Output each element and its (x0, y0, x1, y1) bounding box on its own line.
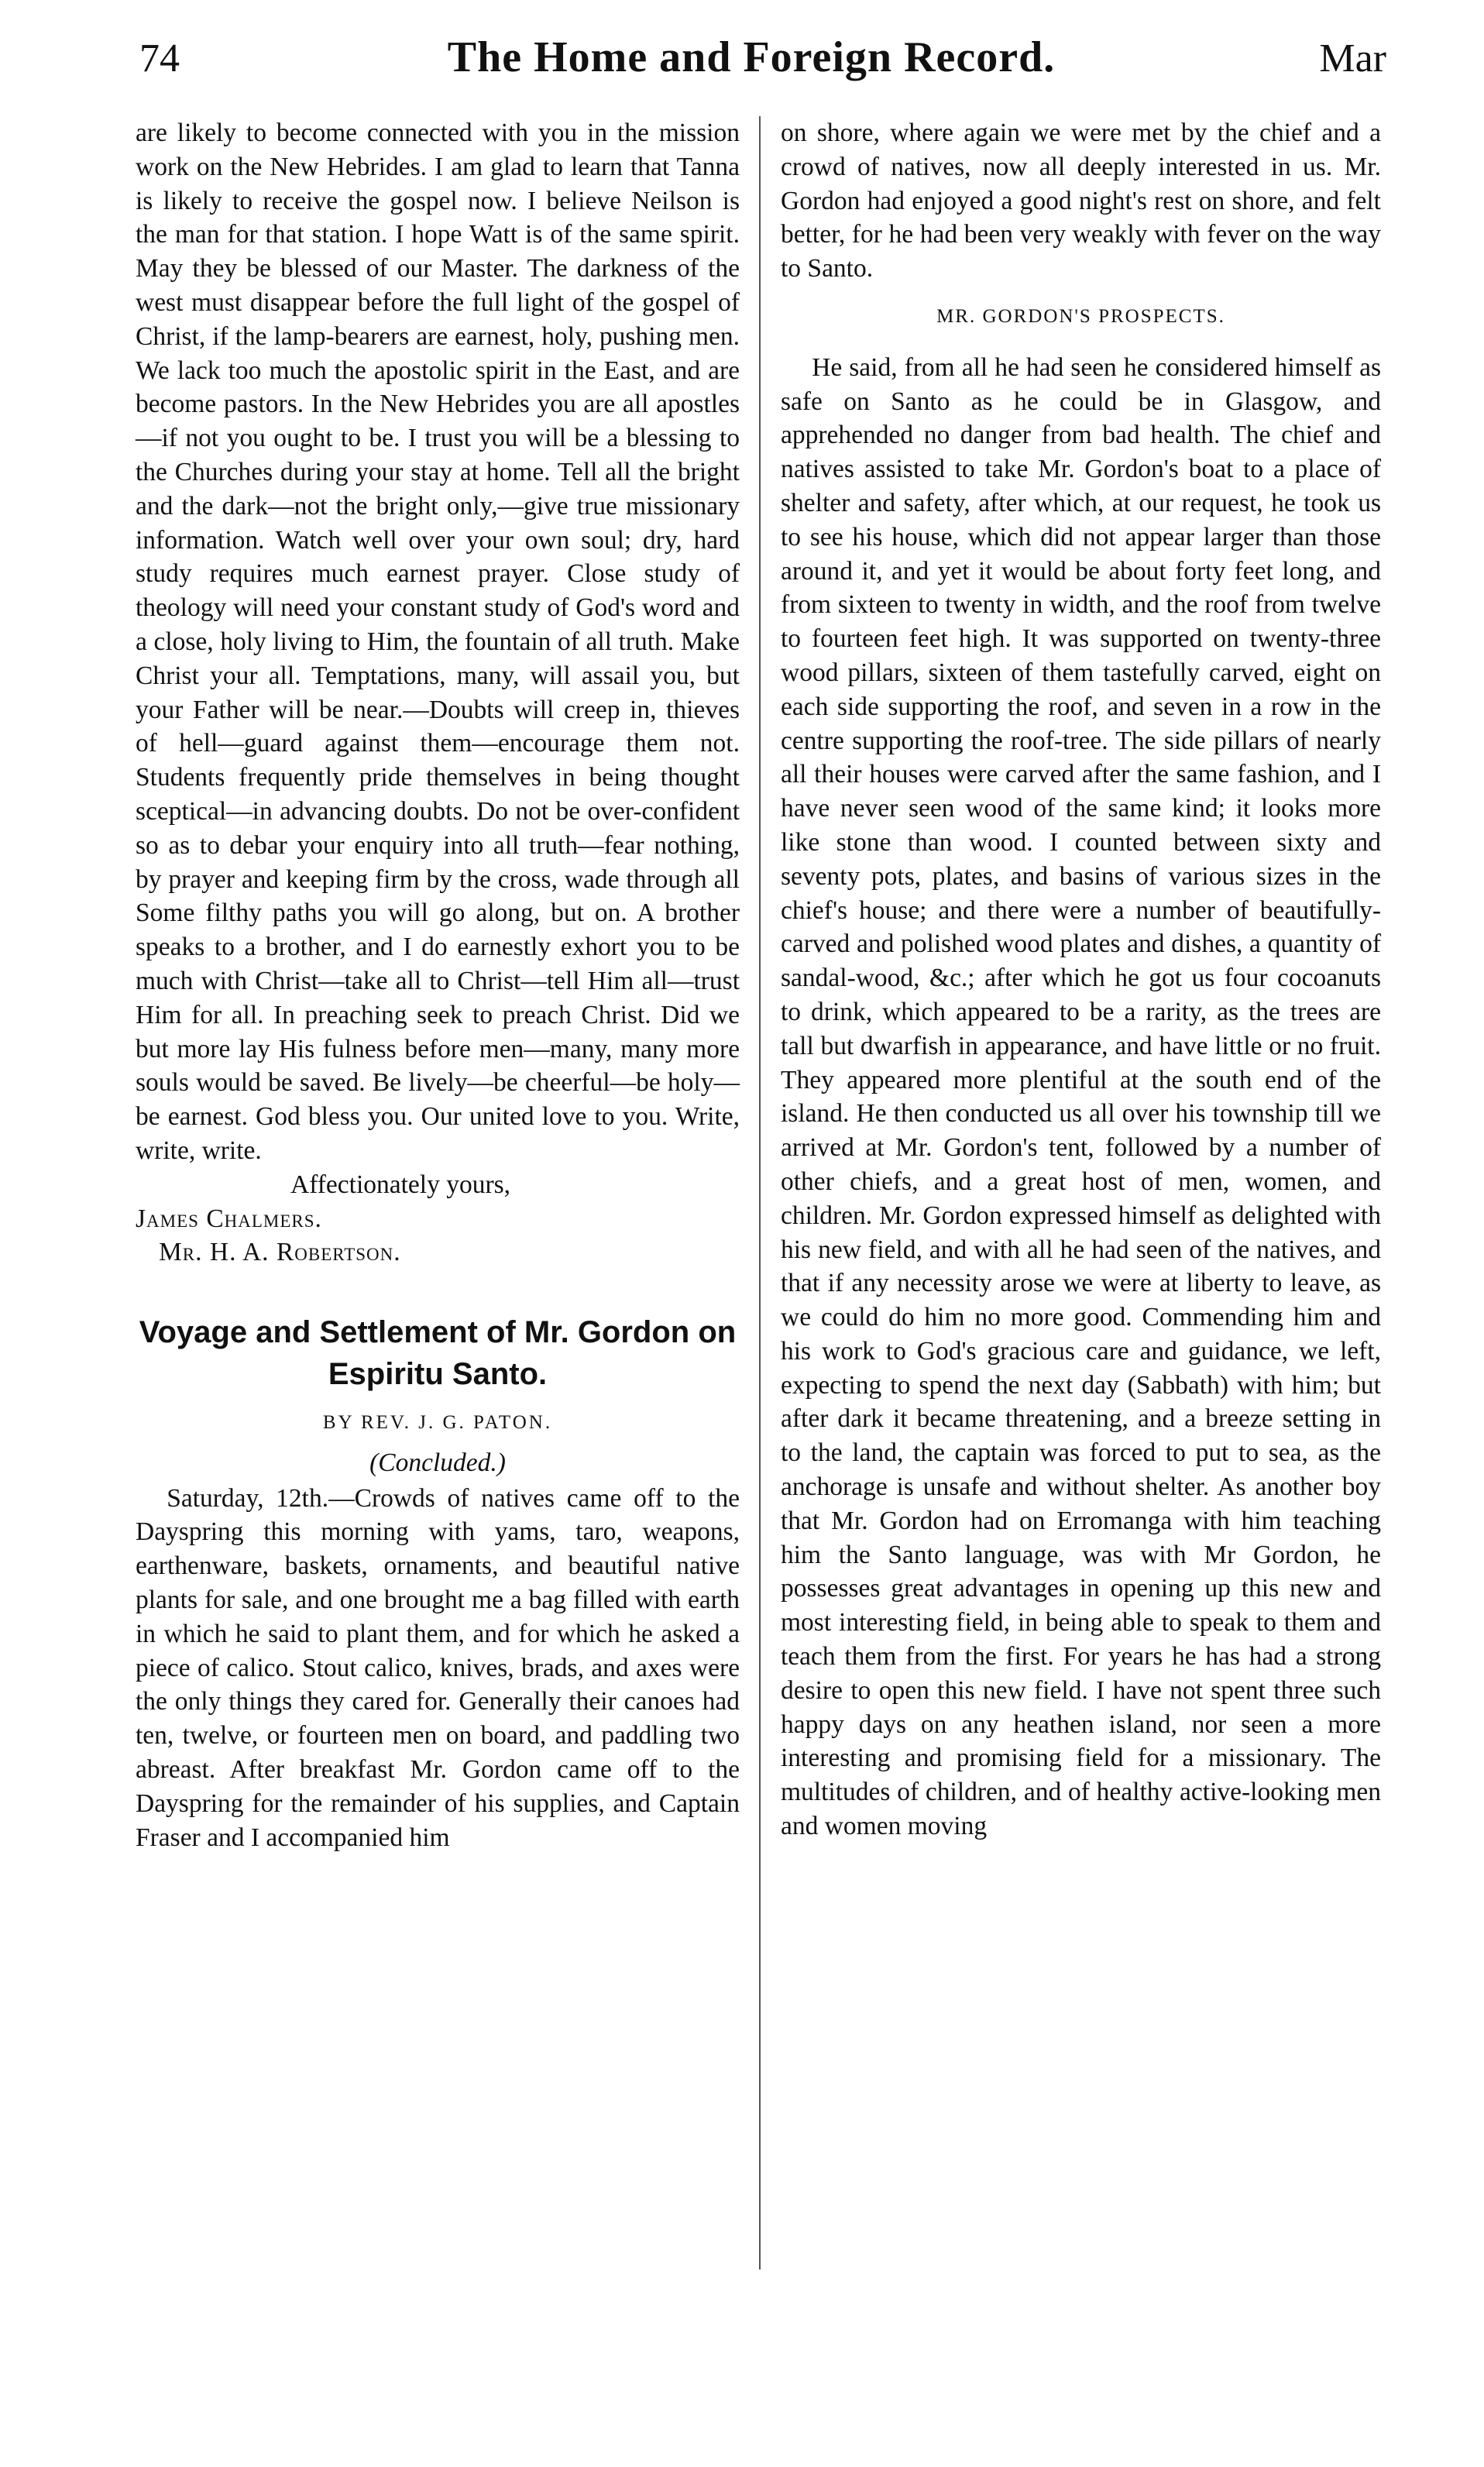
left-column (136, 116, 740, 1854)
letter-signature: James Chalmers. (136, 1204, 322, 1233)
article-paragraph-continued: on shore, where again we were met by the chief and a crowd of natives, now all deeply interested in us. Mr. Gordon had enjoyed a good night's rest on shore, and felt better, for he had been very weakly with fever on the way to Santo. (781, 119, 1381, 283)
section-subheading: MR. GORDON'S PROSPECTS. (936, 305, 1225, 327)
issue-month: Mar (1319, 36, 1386, 81)
running-header (116, 31, 1386, 101)
right-column (781, 116, 1381, 1843)
article-title: Voyage and Settlement of Mr. Gordon on Espiritu Santo. (139, 1315, 737, 1392)
column-divider (759, 116, 761, 2269)
page-number: 74 (139, 36, 180, 81)
letter-body: are likely to become connected with you in the mission work on the New Hebrides. I am glad to learn that Tanna is likely to receive the gospel now. I believe Neilson is the man for that station. I hope Watt is of the same spirit. May they be blessed of our Master. The darkness of the west must disappear before the full light of the gospel of Christ, if the lamp-bearers are earnest, holy, pushing men. We lack too much the apostolic spirit in the East, and are become pastors. In the New Hebrides you are all apostles—if not you ought to be. I trust you will be a blessing to the Churches during your stay at home. Tell all the bright and the dark—not the bright only,—give true missionary information. Watch well over your own soul; dry, hard study requires much earnest prayer. Close study of theology will need your constant study of God's word and a close, holy living to Him, the fountain of all truth. Make Christ your all. Temptations, many, will assail you, but your Father will be near.—Doubts will creep in, thieves of hell—guard against them—encourage them not. Students frequently pride themselves in being thought sceptical—in advancing doubts. Do not be over-confident so as to debar your enquiry into all truth—fear nothing, by prayer and keeping firm by the cross, wade through all Some filthy paths you will go along, but on. A brother speaks to a brother, and I do earnestly exhort you to be much with Christ—take all to Christ—tell Him all—trust Him for all. In preaching seek to preach Christ. Did we but more lay His fulness before men—many, many more souls would be saved. Be lively—be cheerful—be holy—be earnest. God bless you. Our united love to you. Write, write, write. (136, 119, 740, 1165)
article-byline: BY REV. J. G. PATON. (322, 1412, 553, 1434)
article-paragraph: Saturday, 12th.—Crowds of natives came off to the Dayspring this morning with yams, taro, weapons, earthenware, baskets, ornaments, and beautiful native plants for sale, and one brought me a bag filled with earth in which he said to plant them, and for which he asked a piece of calico. Stout calico, knives, brads, and axes were the only things they cared for. Generally their canoes had ten, twelve, or fourteen men on board, and paddling two abreast. After breakfast Mr. Gordon came off to the Dayspring for the remainder of his supplies, and Captain Fraser and I accompanied him (136, 1483, 740, 1852)
prospects-paragraph: He said, from all he had seen he considered himself as safe on Santo as he could be in Glasgow, and apprehended no danger from bad health. The chief and natives assisted to take Mr. Gordon's boat to a place of shelter and safety, after which, at our request, he took us to see his house, which did not appear larger than those around it, and yet it would be about forty feet long, and from sixteen to twenty in width, and the roof from twelve to fourteen feet high. It was supported on twenty-three wood pillars, sixteen of them tastefully carved, eight on each side supporting the roof, and seven in a row in the centre supporting the roof-tree. The side pillars of nearly all their houses were carved after the same fashion, and I have never seen wood of the same kind; it looks more like stone than wood. I counted between sixty and seventy pots, plates, and basins of various sizes in the chief's house; and there were a number of beautifully-carved and polished wood plates and dishes, a quantity of sandal-wood, &c.; after which he got us four cocoanuts to drink, which appeared to be a rarity, as the trees are tall but dwarfish in appearance, and have little or no fruit. They appeared more plentiful at the south end of the island. He then conducted us all over his township till we arrived at Mr. Gordon's tent, followed by a number of other chiefs, and a great host of men, women, and children. Mr. Gordon expressed himself as delighted with his new field, and with all he had seen of the natives, and that if any necessity arose we were at liberty to leave, as we could do him no more good. Commending him and his work to God's gracious care and guidance, we left, expecting to spend the next day (Sabbath) with him; but after dark it became threatening, and a breeze setting in to the land, the captain was forced to put to sea, as the anchorage is unsafe and without shelter. As another boy that Mr. Gordon had on Erromanga with him teaching him the Santo language, was with Mr Gordon, he possesses great advantages in opening up this new and most interesting field, in being able to speak to them and teach them from the first. For years he has had a strong desire to open this new field. I have not spent three such happy days on any heathen island, nor seen a more interesting and promising field for a missionary. The multitudes of children, and of healthy active-looking men and women moving (781, 352, 1381, 1841)
letter-addressee: Mr. H. A. Robertson. (159, 1238, 401, 1267)
article-concluded-note: (Concluded.) (369, 1448, 506, 1477)
letter-closing: Affectionately yours, (290, 1170, 511, 1199)
publication-title: The Home and Foreign Record. (447, 33, 1056, 81)
